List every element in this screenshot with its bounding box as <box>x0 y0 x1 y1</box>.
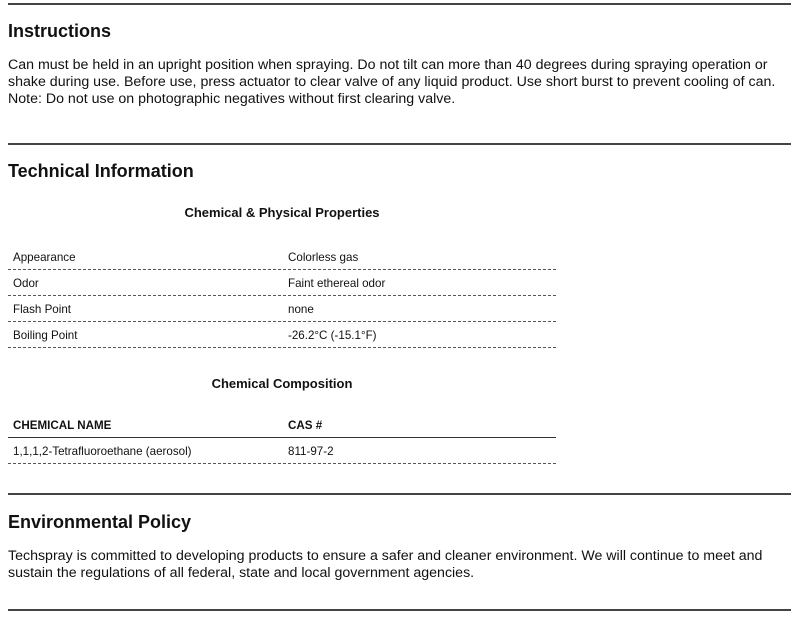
cas-number: 811-97-2 <box>288 445 334 458</box>
environmental-heading: Environmental Policy <box>8 512 192 532</box>
table-row <box>8 438 556 464</box>
column-header-cas: CAS # <box>288 419 323 432</box>
property-value: Colorless gas <box>288 251 359 264</box>
property-label: Flash Point <box>13 303 71 316</box>
environmental-text: Techspray is committed to developing products to ensure a safer and cleaner environment. We will continue to meet and sustain the regulations of all federal, state and local government agencies. <box>8 548 763 581</box>
property-label: Odor <box>13 277 39 290</box>
divider <box>8 143 791 145</box>
composition-caption: Chemical Composition <box>211 376 353 391</box>
divider <box>8 493 791 495</box>
chemical-name: 1,1,1,2-Tetrafluoroethane (aerosol) <box>13 445 192 458</box>
divider <box>8 3 791 5</box>
properties-caption: Chemical & Physical Properties <box>184 205 380 220</box>
table-header-row <box>8 412 556 438</box>
table-row <box>8 270 556 296</box>
divider <box>8 609 791 611</box>
property-label: Appearance <box>13 251 76 264</box>
properties-table <box>8 244 556 348</box>
property-value: -26.2°C (-15.1°F) <box>288 329 377 342</box>
technical-heading: Technical Information <box>8 161 194 181</box>
property-value: Faint ethereal odor <box>288 277 386 290</box>
property-value: none <box>288 303 314 316</box>
table-row <box>8 296 556 322</box>
instructions-text: Can must be held in an upright position when spraying. Do not tilt can more than 40 degrees during spraying operation or shake during use. Before use, press actuator to clear valve of any liquid product. Use short burst to prevent cooling of can. Note: Do not use on photographic negatives without first clearing valve. <box>8 57 776 107</box>
column-header-chemical-name: CHEMICAL NAME <box>13 419 112 432</box>
instructions-heading: Instructions <box>8 21 112 41</box>
property-label: Boiling Point <box>13 329 78 342</box>
table-row <box>8 322 556 348</box>
composition-table <box>8 412 556 464</box>
table-row <box>8 244 556 270</box>
